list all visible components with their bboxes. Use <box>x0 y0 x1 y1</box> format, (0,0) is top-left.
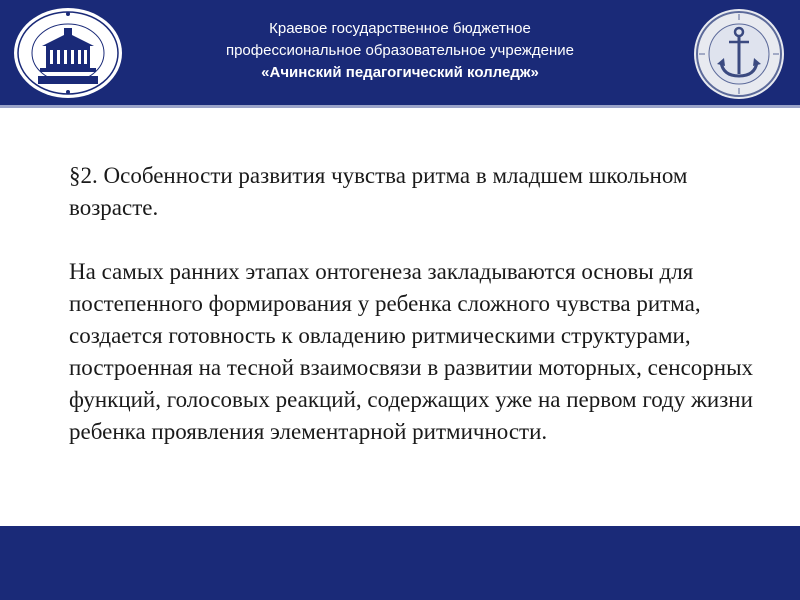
institution-title-line3: «Ачинский педагогический колледж» <box>261 64 539 81</box>
header-bar <box>0 0 800 105</box>
institution-title <box>170 18 630 84</box>
section-heading: §2. Особенности развития чувства ритма в младшем школьном возрасте. <box>69 163 688 220</box>
footer-bar <box>0 526 800 600</box>
header-divider <box>0 105 800 108</box>
section-body: На самых ранних этапах онтогенеза закладываются основы для постепенного формирования у ребенка сложного чувства ритма, создается готовность к овладению ритмическими структурами, построенная на тесной взаимосвязи в развитии моторных, сенсорных функций, голосовых реакций, содержащих уже на первом году жизни ребенка проявления элементарной ритмичности. <box>69 259 754 444</box>
slide-content <box>69 160 769 448</box>
college-building-emblem-icon <box>12 6 124 100</box>
institution-title-line2: профессиональное образовательное учреждение <box>225 42 575 59</box>
anchor-seal-icon <box>693 8 785 100</box>
institution-title-line1: Краевое государственное бюджетное <box>269 20 531 37</box>
